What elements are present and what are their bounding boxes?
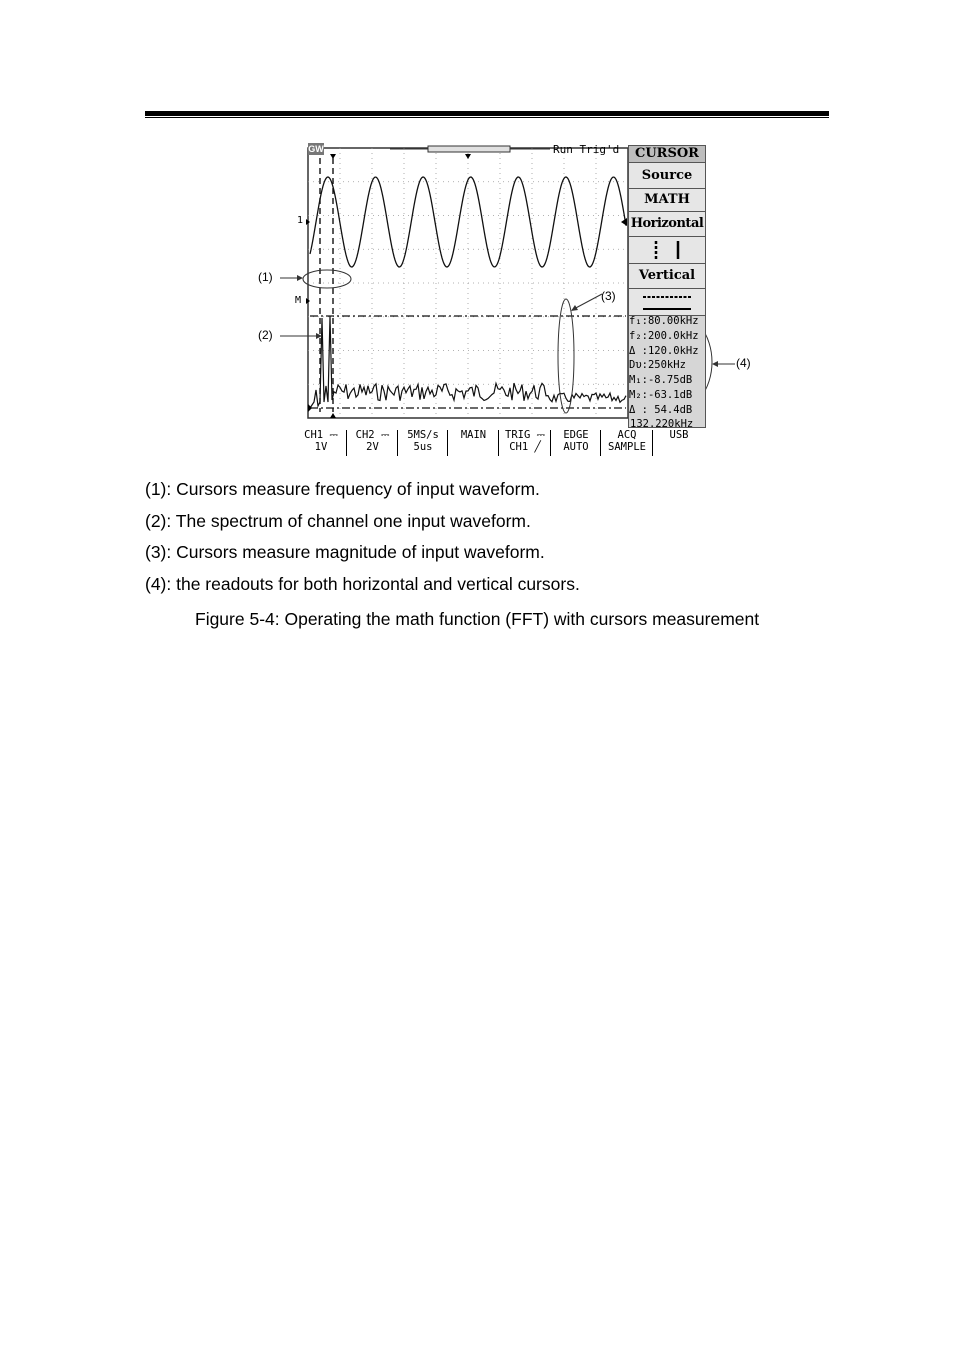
figure-caption: Figure 5-4: Operating the math function (FFT) with cursors measurement — [195, 609, 760, 629]
status-ch2-bottom: 2V — [366, 440, 379, 453]
oscilloscope-screenshot — [250, 140, 760, 460]
menu-horizontal-button[interactable]: Horizontal — [629, 212, 705, 237]
status-bar — [296, 430, 706, 456]
horizontal-cursors-icon — [629, 237, 705, 263]
ch1-marker: 1 — [297, 215, 304, 226]
status-ch1-bottom: 1V — [314, 440, 328, 453]
status-acq-bottom: SAMPLE — [608, 440, 646, 453]
caption-4: (4): the readouts for both horizontal and vertical cursors. — [145, 574, 580, 595]
menu-vertical-button[interactable]: Vertical — [629, 264, 705, 289]
readout-f1: f₁:80.00kHz — [629, 315, 699, 327]
run-status: Run Trig'd — [553, 143, 620, 156]
status-usb[interactable] — [652, 430, 705, 456]
status-trigger-top: TRIG ⎓ — [505, 429, 545, 441]
menu-source-label[interactable]: Source — [629, 163, 705, 189]
menu-title: CURSOR — [629, 146, 705, 163]
menu-horizontal-cursor-icon[interactable] — [629, 237, 705, 264]
frequency-readout: 132.220kHz — [630, 418, 694, 430]
callout-2-label: (2) — [258, 328, 273, 342]
readout-m2: M₂:-63.1dB — [629, 388, 693, 401]
readout-delta-f: Δ :120.0kHz — [629, 344, 699, 357]
callout-3-label: (3) — [601, 289, 616, 303]
caption-1: (1): Cursors measure frequency of input waveform. — [145, 479, 540, 499]
status-ch2-top: CH2 ⎓ — [355, 429, 390, 441]
status-edge-bottom: AUTO — [563, 440, 589, 453]
readout-delta-m: Δ : 54.4dB — [629, 403, 693, 416]
status-main[interactable] — [447, 430, 499, 456]
readout-f2: f₂:200.0kHz — [629, 329, 699, 342]
menu-source-value[interactable]: MATH — [629, 189, 705, 212]
header-rule — [145, 111, 829, 116]
status-ch1-top: CH1 ⎓ — [304, 429, 338, 441]
status-ch2[interactable] — [346, 430, 398, 456]
status-usb-top: USB — [669, 429, 689, 441]
caption-3: (3): Cursors measure magnitude of input waveform. — [145, 542, 545, 563]
status-trigger[interactable] — [498, 430, 551, 456]
readout-dv: Dυ:250kHz — [629, 359, 686, 372]
math-marker: M — [295, 295, 302, 306]
status-ch1[interactable] — [296, 430, 346, 456]
readout-m1: M₁:-8.75dB — [629, 374, 693, 387]
callout-descriptions — [145, 474, 845, 601]
header-rule-thin — [145, 117, 829, 118]
cursor-readouts — [628, 314, 706, 418]
callout-4-arrowhead — [712, 361, 718, 367]
status-edge[interactable] — [550, 430, 601, 456]
status-timebase-bottom: 5us — [413, 440, 433, 453]
callout-1-arrowhead — [297, 275, 303, 281]
menu-vertical-cursor-icon[interactable] — [629, 289, 705, 316]
memory-bar-window — [428, 146, 510, 152]
caption-2: (2): The spectrum of channel one input waveform. — [145, 510, 531, 531]
status-main-top: MAIN — [460, 429, 487, 441]
status-timebase-top: 5MS/s — [407, 429, 439, 441]
callout-4-label: (4) — [736, 356, 751, 370]
status-acq[interactable] — [600, 430, 653, 456]
gw-logo: GW — [308, 144, 324, 154]
status-edge-top: EDGE — [563, 429, 589, 441]
status-trigger-bottom: CH1 ╱ — [509, 440, 541, 453]
status-acq-top: ACQ — [617, 429, 637, 441]
status-timebase[interactable] — [397, 430, 448, 456]
callout-1-label: (1) — [258, 270, 273, 284]
vertical-cursors-icon — [629, 289, 705, 315]
